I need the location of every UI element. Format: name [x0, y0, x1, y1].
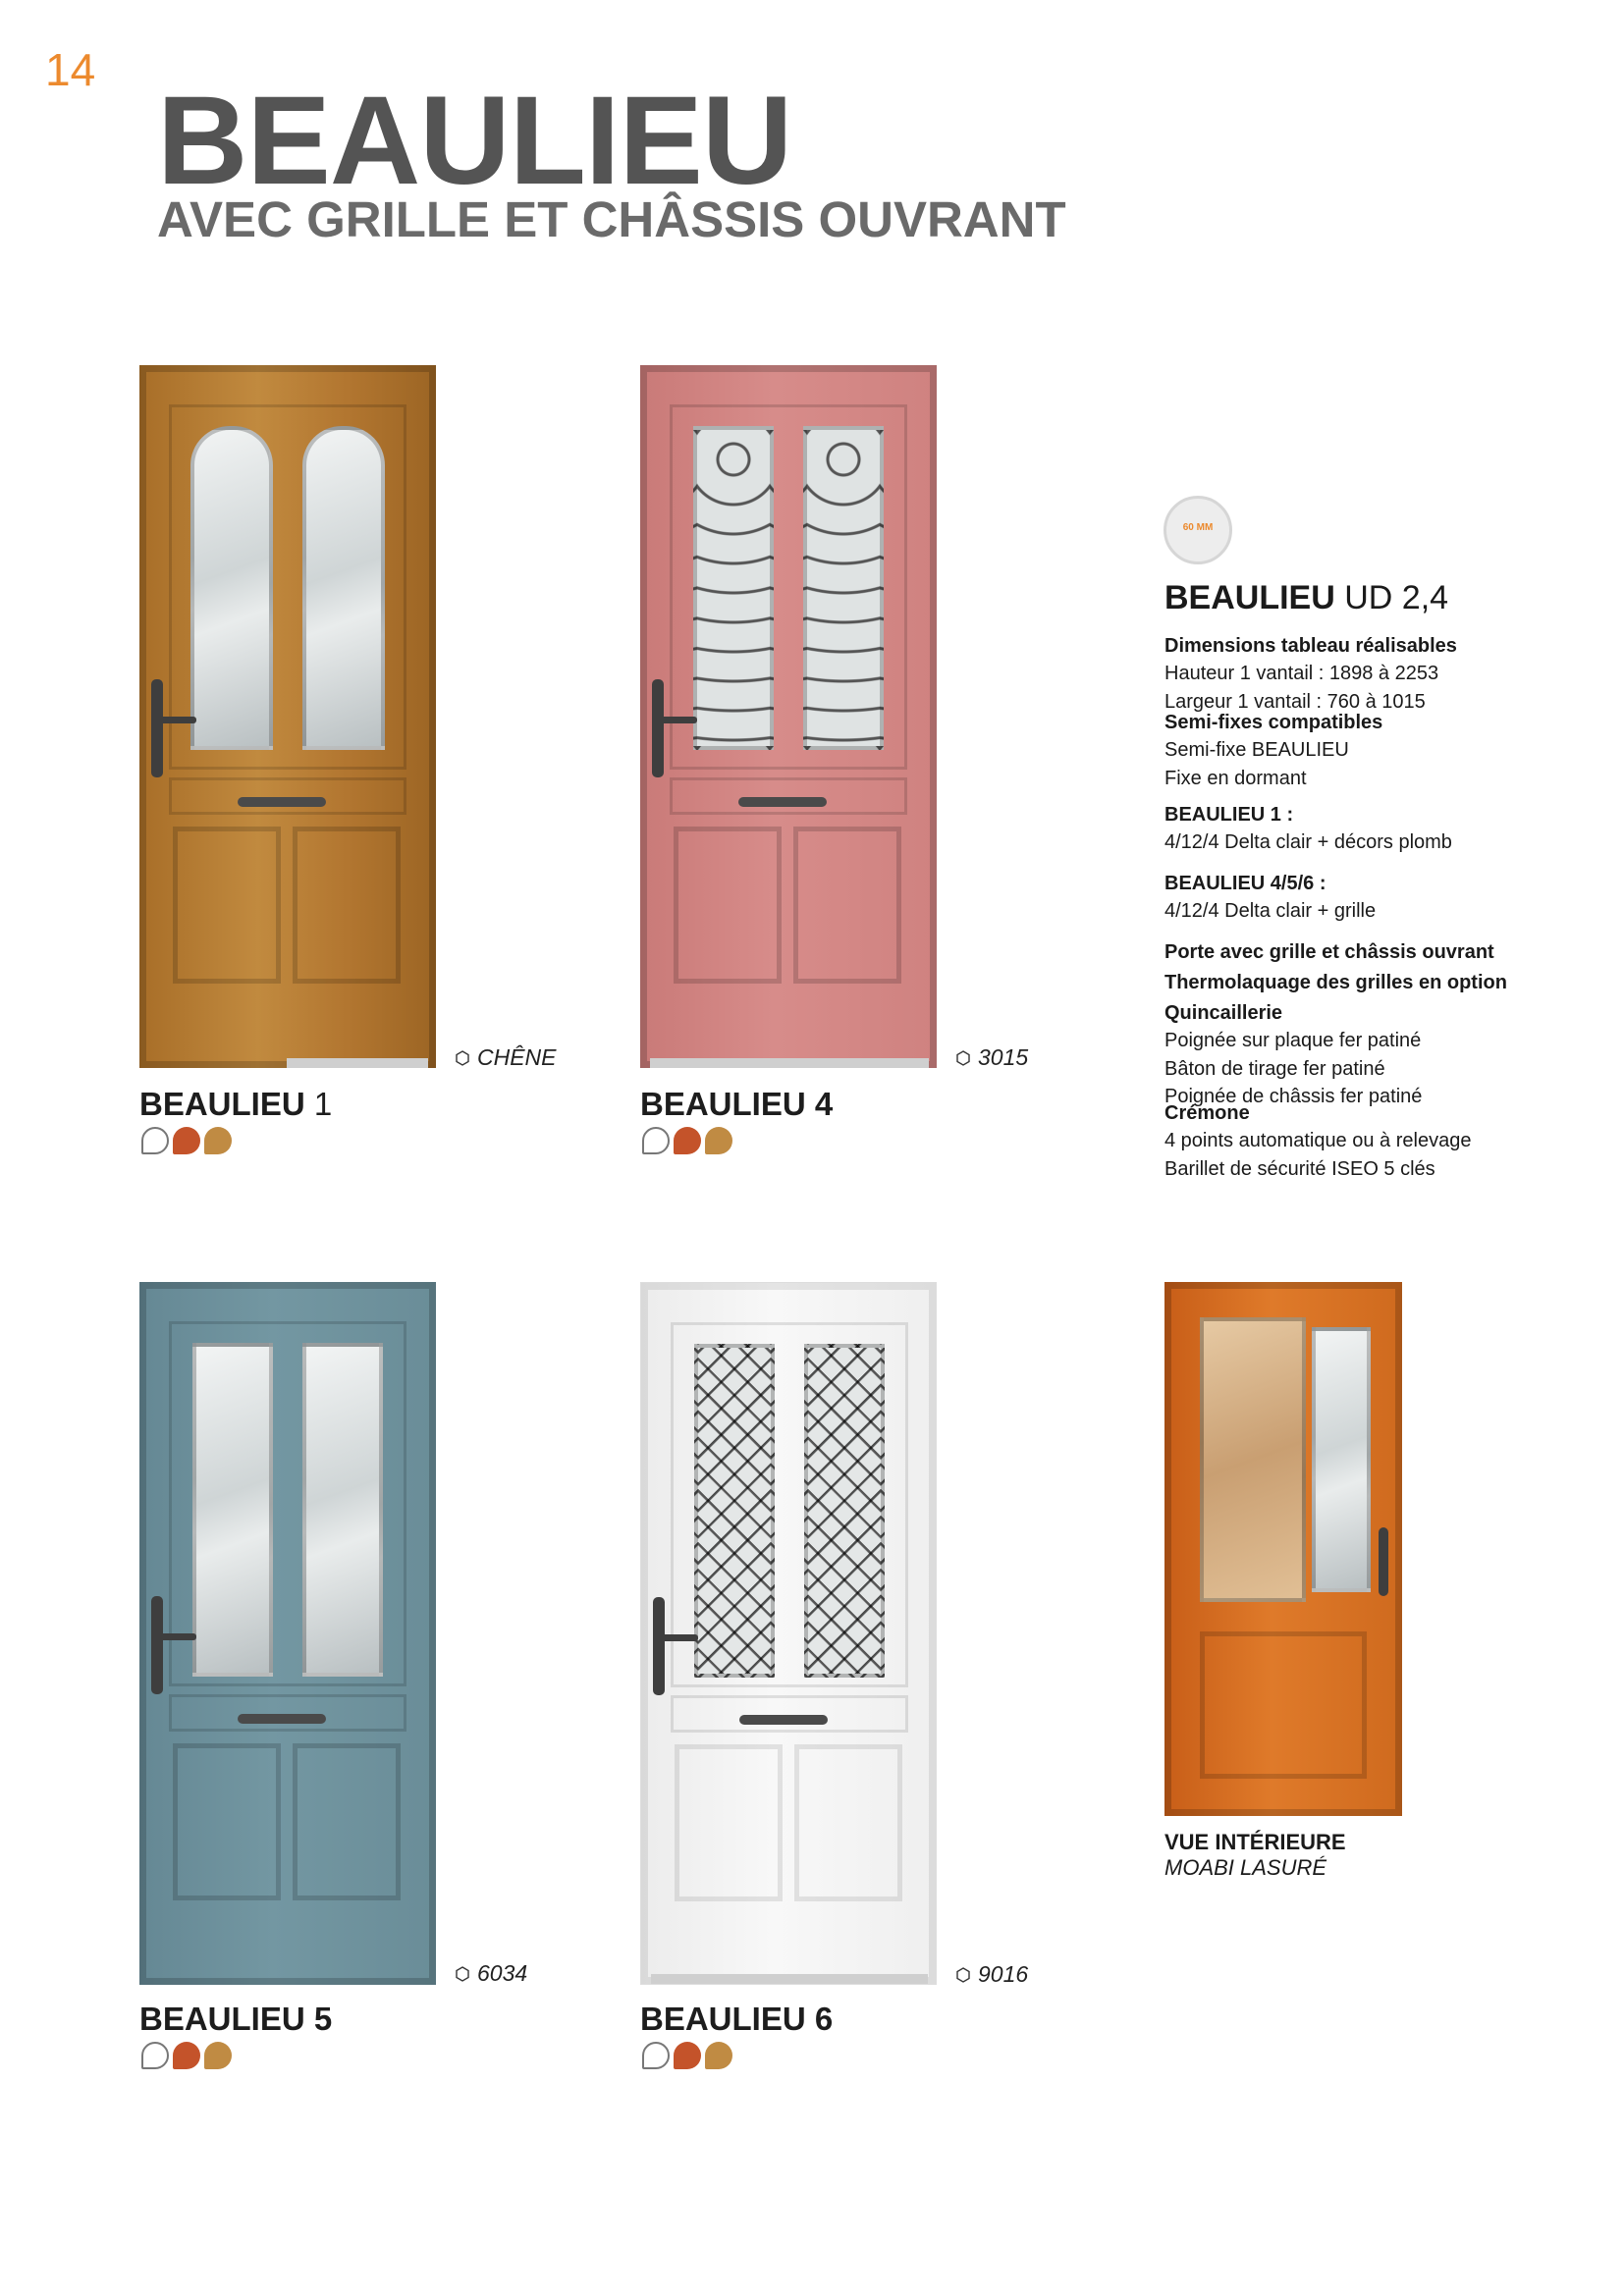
hexagon-icon — [956, 1967, 970, 1983]
spec-title-ud: UD 2,4 — [1344, 579, 1449, 616]
cremone-line-1: 4 points automatique ou à relevage — [1164, 1130, 1472, 1152]
spec-beaulieu-456-glazing — [1164, 870, 1597, 926]
model-label: BEAULIEU — [139, 2001, 305, 2037]
oak-finish-swatch — [705, 2042, 732, 2069]
spec-cremone — [1164, 1099, 1597, 1183]
lower-panel-left — [674, 827, 782, 984]
door-handle-lever — [157, 717, 196, 723]
door-handle-lever — [659, 1634, 698, 1641]
pull-bar-handle — [238, 1714, 326, 1724]
model-name-door-1 — [139, 1088, 332, 1120]
color-code-label: 6034 — [477, 1960, 528, 1986]
lock-plate — [652, 679, 664, 777]
mid-rail — [671, 1695, 908, 1733]
dimensions-heading: Dimensions tableau réalisables — [1164, 635, 1457, 657]
oak-finish-swatch — [204, 1127, 232, 1154]
page-title: BEAULIEU — [157, 71, 792, 211]
color-code-label: 3015 — [978, 1044, 1029, 1070]
door-handle-lever — [157, 1633, 196, 1640]
door-image-beaulieu-4 — [640, 365, 937, 1068]
red-finish-swatch — [173, 2042, 200, 2069]
hardware-heading: Quincaillerie — [1164, 1002, 1283, 1024]
lower-panel-left — [173, 827, 281, 984]
door-sill — [287, 1058, 428, 1068]
lower-panel-left — [675, 1744, 783, 1901]
model-number: 5 — [313, 2001, 333, 2037]
open-sash-window — [1200, 1317, 1306, 1602]
spec-title — [1164, 581, 1448, 614]
hardware-line-2: Bâton de tirage fer patiné — [1164, 1057, 1385, 1080]
lower-panel-right — [793, 827, 901, 984]
spec-features — [1164, 938, 1597, 997]
model-name-door-6 — [640, 2002, 833, 2035]
lower-panel-left — [173, 1743, 281, 1900]
hardware-line-3: Poignée de châssis fer patiné — [1164, 1086, 1423, 1108]
hexagon-icon — [456, 1050, 469, 1066]
door-sill — [650, 1058, 929, 1068]
model-number: 1 — [313, 1086, 333, 1122]
spec-beaulieu-1-glazing — [1164, 801, 1597, 857]
semi-fixes-heading: Semi-fixes compatibles — [1164, 712, 1383, 733]
glass-pane-right — [302, 1343, 383, 1677]
interior-view-title: VUE INTÉRIEURE — [1164, 1830, 1346, 1854]
grille-pane-left — [693, 426, 774, 750]
door-handle-lever — [658, 717, 697, 723]
pull-bar-handle — [738, 797, 827, 807]
hexagon-icon — [456, 1966, 469, 1982]
hardware-line-1: Poignée sur plaque fer patiné — [1164, 1030, 1422, 1052]
grille-pane-right — [803, 426, 884, 750]
dimensions-width: Largeur 1 vantail : 760 à 1015 — [1164, 690, 1426, 713]
glass-pane-left — [190, 426, 273, 750]
lock-plate — [653, 1597, 665, 1695]
glazing-heading: BEAULIEU 4/5/6 : — [1164, 873, 1326, 894]
color-code-label: CHÊNE — [477, 1044, 557, 1070]
grille-pane-right — [804, 1344, 885, 1678]
spec-dimensions — [1164, 632, 1597, 716]
door-sill — [651, 1974, 928, 1984]
hexagon-icon — [956, 1050, 970, 1066]
red-finish-swatch — [674, 2042, 701, 2069]
model-name-door-5 — [139, 2002, 332, 2035]
semi-fixes-line-1: Semi-fixe BEAULIEU — [1164, 739, 1349, 762]
interior-view-finish: MOABI LASURÉ — [1164, 1855, 1327, 1881]
grille-pane-left — [694, 1344, 775, 1678]
lower-panel-right — [794, 1744, 902, 1901]
white-finish-swatch — [141, 1127, 169, 1154]
glass-pane-left — [192, 1343, 273, 1677]
badge-label: 60 MM — [1182, 522, 1214, 533]
door-image-beaulieu-6 — [640, 1282, 937, 1985]
model-number: 4 — [814, 1086, 834, 1122]
semi-fixes-line-2: Fixe en dormant — [1164, 767, 1307, 789]
feature-opening-frame: Porte avec grille et châssis ouvrant — [1164, 941, 1494, 963]
color-code-label: 9016 — [978, 1961, 1029, 1987]
door-image-beaulieu-5 — [139, 1282, 436, 1985]
door-image-beaulieu-1 — [139, 365, 436, 1068]
lower-panel-right — [293, 827, 401, 984]
mid-rail — [169, 1694, 406, 1732]
glazing-text: 4/12/4 Delta clair + grille — [1164, 900, 1377, 923]
model-label: BEAULIEU — [640, 1086, 806, 1122]
color-code-door-1 — [456, 1046, 557, 1069]
interior-view-image — [1164, 1282, 1402, 1816]
interior-view-caption — [1164, 1830, 1346, 1882]
lock-plate — [151, 679, 163, 777]
grille-glass-pane — [1312, 1327, 1371, 1592]
color-code-door-6 — [956, 1963, 1028, 1986]
spec-title-model: BEAULIEU — [1164, 579, 1335, 616]
glazing-heading: BEAULIEU 1 : — [1164, 804, 1294, 826]
model-name-door-4 — [640, 1088, 833, 1120]
model-label: BEAULIEU — [139, 1086, 305, 1122]
cremone-line-2: Barillet de sécurité ISEO 5 clés — [1164, 1157, 1435, 1180]
model-number: 6 — [814, 2001, 834, 2037]
white-finish-swatch — [642, 2042, 670, 2069]
color-code-door-4 — [956, 1046, 1028, 1069]
red-finish-swatch — [674, 1127, 701, 1154]
oak-finish-swatch — [705, 1127, 732, 1154]
color-code-door-5 — [456, 1962, 527, 1985]
thickness-badge — [1164, 496, 1232, 564]
glass-pane-right — [302, 426, 385, 750]
lock-plate — [1379, 1527, 1388, 1596]
mid-rail — [169, 777, 406, 815]
lower-panel — [1200, 1631, 1367, 1779]
model-label: BEAULIEU — [640, 2001, 806, 2037]
page-subtitle: AVEC GRILLE ET CHÂSSIS OUVRANT — [157, 191, 1066, 247]
spec-hardware — [1164, 999, 1597, 1111]
lock-plate — [151, 1596, 163, 1694]
page-number: 14 — [45, 44, 96, 95]
mid-rail — [670, 777, 907, 815]
spec-semi-fixes — [1164, 709, 1597, 792]
glazing-text: 4/12/4 Delta clair + décors plomb — [1164, 831, 1452, 854]
feature-thermolacquer: Thermolaquage des grilles en option — [1164, 972, 1507, 994]
pull-bar-handle — [238, 797, 326, 807]
cremone-heading: Crémone — [1164, 1102, 1250, 1124]
pull-bar-handle — [739, 1715, 828, 1725]
red-finish-swatch — [173, 1127, 200, 1154]
white-finish-swatch — [141, 2042, 169, 2069]
dimensions-height: Hauteur 1 vantail : 1898 à 2253 — [1164, 663, 1439, 685]
oak-finish-swatch — [204, 2042, 232, 2069]
white-finish-swatch — [642, 1127, 670, 1154]
lower-panel-right — [293, 1743, 401, 1900]
